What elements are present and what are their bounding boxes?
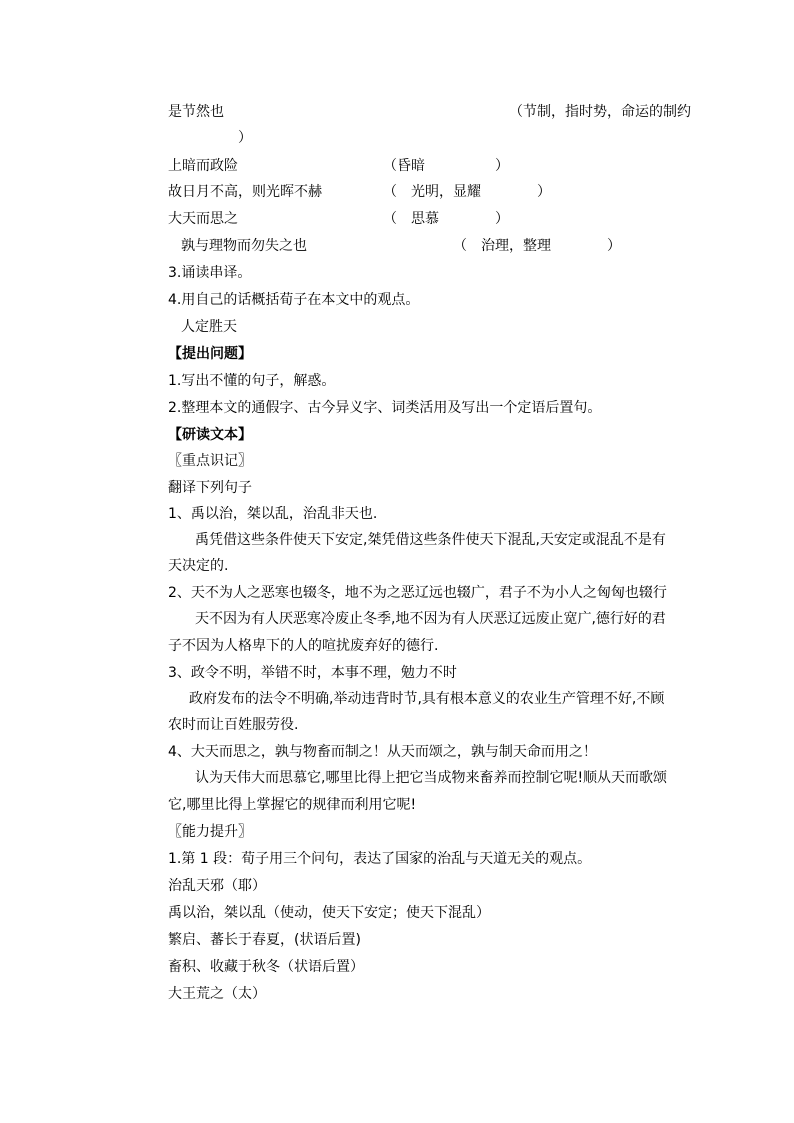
note-word-5: 孰与理物而勿失之也: [181, 238, 307, 254]
note-gloss-5: （ 治理，整理 ）: [453, 238, 621, 254]
sentence-2-translation: 天不因为有人厌恶寒冷废止冬季,地不因为有人厌恶辽远废止宽广,德行好的君: [195, 611, 666, 627]
item-summarize: 4.用自己的话概括荀子在本文中的观点。: [168, 292, 420, 308]
heading-ability: 〖能力提升〗: [168, 824, 252, 840]
question-2: 2.整理本文的通假字、古今异义字、词类活用及写出一个定语后置句。: [168, 400, 602, 416]
sentence-3-translation: 政府发布的法令不明确,举动违背时节,具有根本意义的农业生产管理不好,不顾: [189, 691, 665, 707]
ability-line: 禹以治，桀以乱（使动，使天下安定；使天下混乱）: [168, 905, 490, 921]
heading-study-text: 【研读文本】: [168, 427, 252, 443]
ability-line: 繁启、蕃长于春夏，(状语后置): [168, 932, 361, 948]
note-gloss-1: （节制，指时势，命运的制约: [509, 104, 691, 120]
note-gloss-2: （昏暗 ）: [383, 158, 509, 174]
ability-point-1: 1.第 1 段：荀子用三个问句，表达了国家的治乱与天道无关的观点。: [168, 851, 592, 867]
heading-key-points: 〖重点识记〗: [168, 453, 252, 469]
sentence-1-translation: 禹凭借这些条件使天下安定,桀凭借这些条件使天下混乱,天安定或混乱不是有: [195, 532, 666, 548]
sentence-2-translation-cont: 子不因为人格卑下的人的喧扰废弃好的德行.: [168, 638, 439, 654]
sentence-1-source: 1、禹以治，桀以乱，治乱非天也.: [168, 506, 378, 522]
note-word-3: 故日月不高，则光晖不赫: [168, 184, 322, 200]
sentence-4-translation: 认为天伟大而思慕它,哪里比得上把它当成物来畜养而控制它呢!顺从天而歌颂: [195, 770, 668, 786]
note-word-1: 是节然也: [168, 104, 224, 120]
sentence-4-source: 4、大天而思之，孰与物畜而制之！从天而颂之，孰与制天命而用之！: [168, 744, 597, 760]
note-gloss-1-end: ）: [238, 130, 252, 146]
note-word-2: 上暗而政险: [168, 158, 238, 174]
note-gloss-4: （ 思慕 ）: [383, 211, 509, 227]
item-recite: 3.诵读串译。: [168, 265, 252, 281]
sentence-3-translation-cont: 农时而让百姓服劳役.: [168, 717, 299, 733]
translate-instruction: 翻译下列句子: [168, 480, 252, 496]
sentence-2-source: 2、天不为人之恶寒也辍冬，地不为之恶辽远也辍广，君子不为小人之匈匈也辍行: [168, 585, 667, 601]
ability-line: 治乱天邪（耶）: [168, 878, 266, 894]
sentence-4-translation-cont: 它,哪里比得上掌握它的规律而利用它呢!: [168, 797, 417, 813]
heading-raise-questions: 【提出问题】: [168, 346, 252, 362]
sentence-1-translation-cont: 天决定的.: [168, 558, 229, 574]
sentence-3-source: 3、政令不明，举错不时，本事不理，勉力不时: [168, 665, 457, 681]
note-gloss-3: （ 光明，显耀 ）: [383, 184, 551, 200]
note-word-4: 大天而思之: [168, 211, 238, 227]
question-1: 1.写出不懂的句子，解惑。: [168, 373, 336, 389]
ability-line: 大王荒之（太）: [168, 986, 266, 1002]
ability-line: 畜积、收藏于秋冬（状语后置）: [168, 959, 364, 975]
section-subtitle: 人定胜天: [181, 319, 237, 335]
